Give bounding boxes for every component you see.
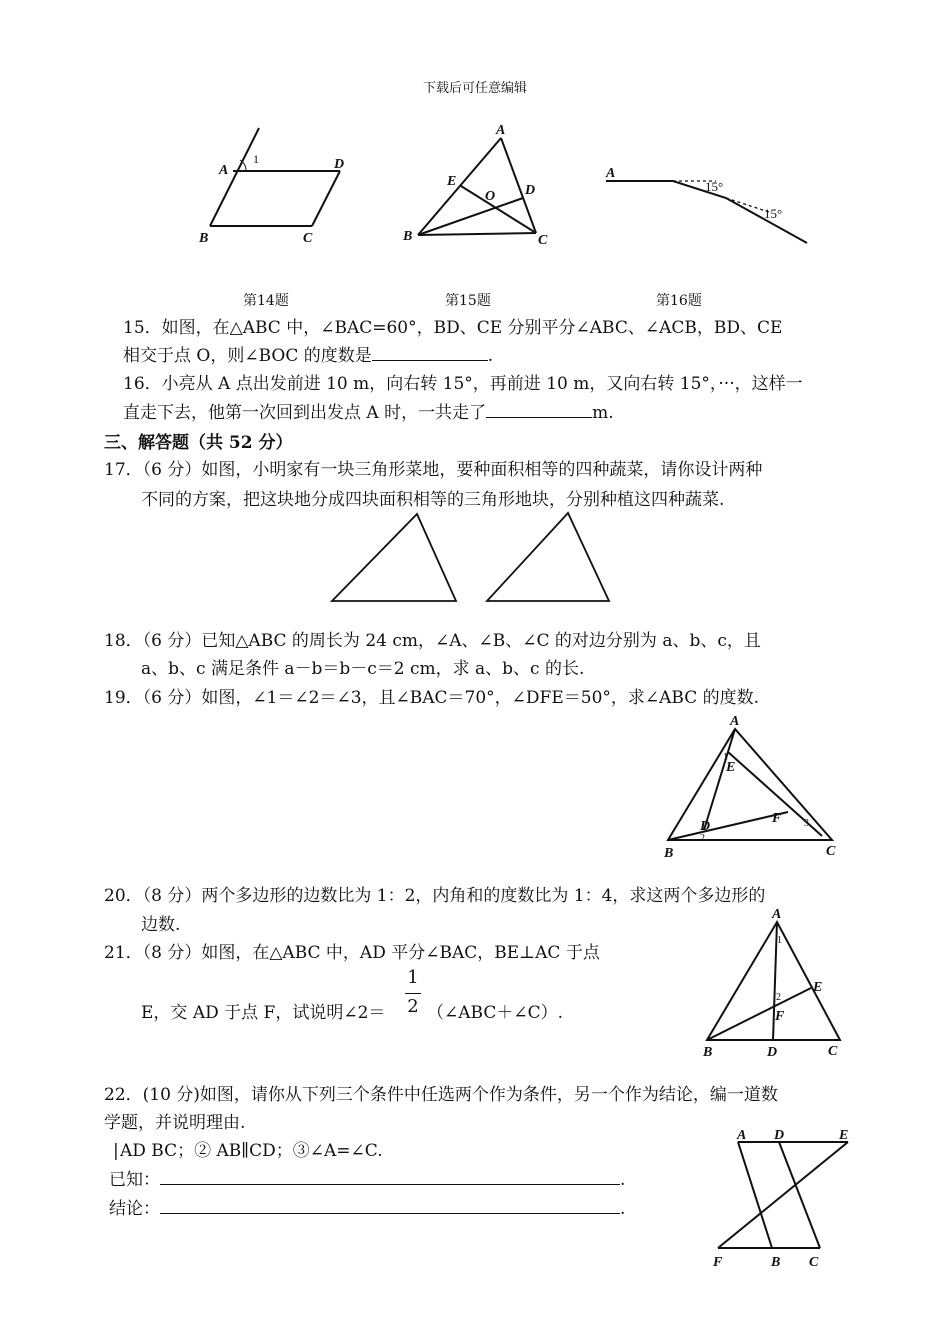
fig14-label-d: D — [334, 157, 345, 172]
fig22-label-c: C — [809, 1255, 819, 1270]
fig22-label-d: D — [774, 1128, 785, 1143]
fig14-label-b: B — [199, 231, 209, 246]
fig21-label-c: C — [828, 1044, 838, 1059]
caption-q16: 第16题 — [656, 293, 702, 309]
circled-one-mark: | — [113, 1141, 119, 1161]
fig14-label-a: A — [219, 163, 229, 178]
fig19-label-e: E — [726, 760, 736, 775]
fig15-label-d: D — [525, 183, 536, 198]
fig22-label-e: E — [839, 1128, 849, 1143]
caption-q14: 第14题 — [243, 293, 289, 309]
fig19-label-d: D — [700, 819, 711, 834]
q20-line2: 边数. — [141, 915, 181, 935]
fig19-angle-1: 1 — [723, 752, 728, 763]
q17-line2: 不同的方案，把这块地分成四块面积相等的三角形地块，分别种植这四种蔬菜. — [141, 490, 725, 510]
q18-line2: a、b、c 满足条件 a－b＝b－c＝2 cm，求 a、b、c 的长. — [141, 659, 585, 679]
fig15-label-e: E — [447, 174, 457, 189]
q22-conditions: | AD BC；② AB∥CD；③∠A=∠C. — [112, 1137, 383, 1165]
fig21-label-f: F — [775, 1009, 785, 1024]
q16-line1: 16．小亮从 A 点出发前进 10 m，向右转 15°，再前进 10 m，又向右转 15°，···，这样一 — [123, 374, 803, 394]
q17-line1: 17．（6 分）如图，小明家有一块三角形菜地，要种面积相等的四种蔬菜，请你设计两种 — [104, 460, 763, 480]
q16-line2: 直走下去，他第一次回到出发点 A 时，一共走了 m. — [123, 399, 614, 427]
q21-fraction-numerator: 1 — [407, 967, 419, 988]
fig22-label-b: B — [771, 1255, 781, 1270]
fig21-label-a: A — [772, 907, 782, 922]
fig21-label-d: D — [767, 1045, 778, 1060]
q21-line2a: E，交 AD 于点 F，试说明∠2＝ — [141, 1003, 386, 1023]
q22-line2: 学题，并说明理由. — [104, 1113, 246, 1133]
fig15-label-c: C — [538, 233, 548, 248]
fig21-angle-2: 2 — [776, 992, 781, 1003]
fig19-angle-3: 3 — [804, 818, 809, 829]
fig16-label-a: A — [606, 166, 616, 181]
q18-line1: 18．（6 分）已知△ABC 的周长为 24 cm，∠A、∠B、∠C 的对边分别为 a、b、c，且 — [104, 631, 761, 651]
fig19-label-f: F — [772, 811, 782, 826]
q21-fraction-denominator: 2 — [407, 996, 419, 1017]
fig22-label-a: A — [737, 1128, 747, 1143]
fig15-label-a: A — [496, 123, 506, 138]
q15-line1: 15．如图，在△ABC 中，∠BAC=60°，BD、CE 分别平分∠ABC、∠ACB，BD、CE — [123, 318, 783, 338]
q21-line1: 21．（8 分）如图，在△ABC 中，AD 平分∠BAC，BE⊥AC 于点 — [104, 943, 600, 963]
caption-q15: 第15题 — [445, 293, 491, 309]
q21-line2b: （∠ABC＋∠C）. — [427, 1003, 563, 1023]
fig22-label-f: F — [713, 1255, 723, 1270]
fig21-label-e: E — [813, 980, 823, 995]
fig14-label-c: C — [303, 231, 313, 246]
fig15-label-b: B — [403, 229, 413, 244]
fig21-angle-1: 1 — [777, 935, 782, 946]
fig14-angle-1: 1 — [253, 152, 259, 166]
section-heading: 三、解答题（共 52 分） — [104, 433, 293, 453]
fig19-label-b: B — [664, 846, 674, 861]
q20-line1: 20．（8 分）两个多边形的边数比为 1：2，内角和的度数比为 1：4，求这两个多边形的 — [104, 886, 766, 906]
q22-line1: 22．(10 分)如图，请你从下列三个条件中任选两个作为条件，另一个作为结论，编一道数 — [104, 1085, 778, 1105]
fig19-label-c: C — [826, 844, 836, 859]
fig16-angle-2: 15° — [764, 206, 783, 221]
fig15-label-o: O — [485, 189, 496, 204]
fig21-label-b: B — [703, 1045, 713, 1060]
page-header: 下载后可任意编辑 — [422, 81, 527, 96]
q22-conclusion-row: 结论： . — [109, 1195, 625, 1223]
fig19-angle-2: 2 — [700, 833, 705, 844]
q19-line1: 19．（6 分）如图，∠1＝∠2＝∠3，且∠BAC＝70°，∠DFE＝50°，求∠ABC 的度数. — [104, 688, 760, 708]
q15-line2: 相交于点 O，则∠BOC 的度数是 . — [123, 342, 493, 370]
q22-given-row: 已知： . — [109, 1166, 625, 1194]
fig19-label-a: A — [730, 714, 740, 729]
fig16-angle-1: 15° — [705, 179, 724, 194]
